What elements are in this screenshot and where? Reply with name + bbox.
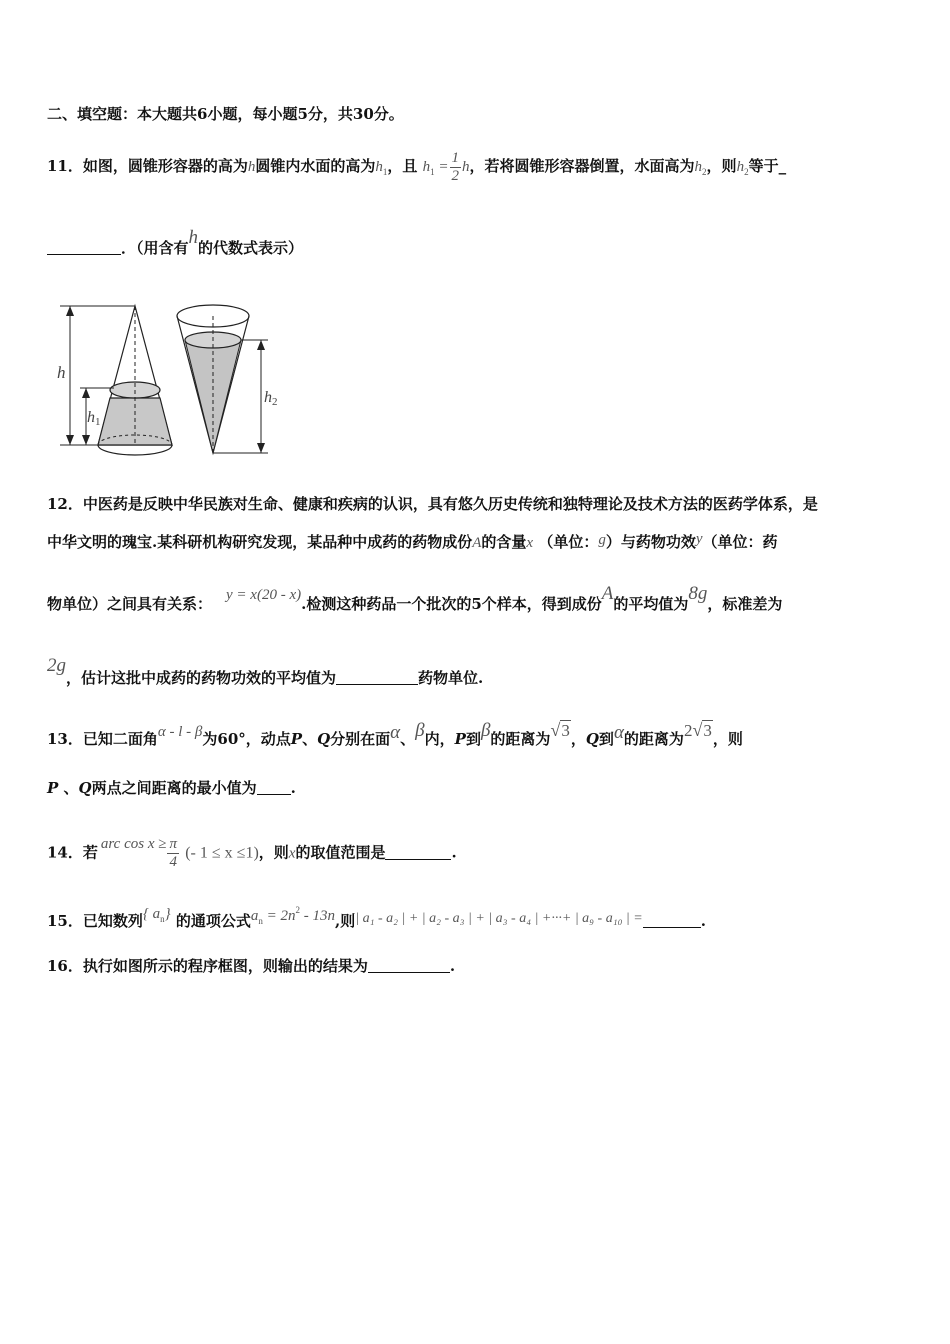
section-title-text: 二、填空题：本大题共6小题，每小题5分，共30分。	[47, 105, 404, 123]
q13-text: 为60°，动点	[202, 730, 291, 748]
question-12-line-4	[47, 655, 484, 688]
q11-text: 圆锥内水面的高为	[255, 156, 376, 175]
sqrt-radicand: 3	[561, 721, 570, 740]
q15-number: 15．	[47, 912, 83, 930]
q15-text: 的通项公式	[175, 912, 251, 930]
q13-text: 内，	[424, 730, 455, 748]
q11-text: ．（用含有	[121, 239, 189, 257]
seq-close: }	[164, 906, 171, 922]
q15-text: ,则	[335, 912, 356, 930]
math-equals: =	[438, 158, 449, 175]
question-11-line-2	[47, 227, 304, 258]
q14-number: 14．	[47, 843, 83, 862]
q11-number: 11．	[47, 156, 83, 175]
q13-number: 13．	[47, 730, 83, 748]
q12-text: 的平均值为	[613, 595, 689, 613]
math-x: x	[526, 535, 534, 551]
answer-blank[interactable]	[47, 240, 121, 255]
answer-blank[interactable]	[385, 845, 451, 860]
math-alpha: α	[390, 722, 401, 743]
question-15-line	[47, 906, 706, 937]
math-h1: h	[422, 158, 431, 175]
q11-text: 的代数式表示）	[198, 239, 304, 257]
q16-text: 执行如图所示的程序框图，则输出的结果为	[82, 957, 368, 975]
math-P: P	[47, 779, 59, 797]
math-range: (- 1 ≤ x ≤1)	[185, 844, 259, 862]
q16-number: 16．	[47, 957, 83, 975]
question-13-line-2	[47, 778, 296, 798]
label-h1-sub: 1	[95, 416, 101, 428]
math-general-term	[250, 905, 336, 926]
math-beta: β	[480, 720, 491, 741]
q14-text: 的取值范围是	[295, 843, 386, 862]
q13-text: ，则	[712, 730, 743, 748]
math-2sqrt3: 2√3	[683, 720, 712, 740]
math-h1-equation	[422, 150, 470, 184]
arrow-down-icon	[66, 435, 74, 445]
question-12-line-3	[47, 583, 783, 615]
math-h1: h	[375, 158, 383, 175]
math-P: P	[290, 730, 303, 748]
q16-text: .	[449, 957, 456, 975]
math-P: P	[454, 730, 466, 748]
math-arccos: arc cos x ≥	[100, 835, 167, 852]
math-h: h	[247, 158, 256, 175]
label-h1-letter: h	[87, 409, 95, 426]
q13-text: 到	[465, 730, 481, 748]
q13-text: 已知二面角	[82, 730, 158, 748]
q12-text: 物单位）之间具有关系：	[47, 595, 213, 613]
term-13n: - 13n	[300, 908, 336, 924]
math-beta: β	[415, 720, 425, 741]
q12-text: （单位：药	[702, 533, 778, 551]
q13-text: 、	[63, 779, 79, 797]
math-subscript: n	[258, 916, 263, 926]
math-Q: Q	[585, 730, 599, 748]
answer-blank[interactable]	[368, 958, 450, 973]
math-superscript: 2	[295, 905, 301, 915]
fraction-denominator: 4	[169, 854, 177, 870]
math-subscript: 1	[382, 166, 388, 177]
q11-text: 等于_	[748, 156, 787, 175]
math-formula: y = x(20 - x)	[226, 587, 302, 603]
q11-text: ，且	[387, 156, 418, 175]
question-11-line-1	[47, 150, 786, 185]
label-h: h	[57, 363, 66, 382]
coefficient: 2	[683, 721, 693, 740]
math-h2: h	[694, 158, 703, 175]
label-h2-sub: 2	[272, 396, 278, 408]
q13-text: 、	[302, 730, 318, 748]
cone-figure	[50, 298, 300, 463]
arrow-down-icon	[257, 443, 265, 453]
sqrt-radicand: 3	[703, 721, 712, 740]
seq-open: { a	[142, 906, 161, 922]
math-Q: Q	[78, 779, 92, 797]
math-g: g	[598, 532, 606, 548]
q12-text: 中医药是反映中华民族对生命、健康和疾病的认识，具有悠久历史传统和独特理论及技术方法的医药学体系，是	[82, 495, 818, 513]
arrow-up-icon	[257, 340, 265, 350]
label-h2-letter: h	[264, 389, 272, 406]
q15-text: .	[700, 912, 706, 930]
question-12-line-2	[47, 532, 778, 553]
q13-text: .	[290, 779, 296, 797]
q12-text: ，标准差为	[707, 595, 783, 613]
fraction-numerator: π	[169, 836, 177, 852]
fraction-numerator: 1	[451, 150, 460, 166]
answer-blank[interactable]	[257, 780, 291, 795]
math-A: A	[472, 535, 482, 551]
q12-text: 的含量	[481, 533, 527, 551]
left-base-front	[98, 445, 172, 455]
q13-text: 分别在面	[330, 730, 391, 748]
q12-number: 12．	[47, 495, 83, 513]
math-A: A	[601, 583, 614, 604]
math-subscript: 1	[430, 166, 435, 177]
q14-text: ，则	[258, 843, 289, 862]
label-h1	[87, 409, 101, 428]
q14-text: .	[451, 843, 457, 862]
q12-text: （单位：	[538, 533, 599, 551]
q12-text: 中华文明的瑰宝.某科研机构研究发现，某品种中成药的药物成份	[47, 533, 473, 551]
q12-text: .检测这种药品一个批次的5个样本，得到成份	[301, 595, 602, 613]
q15-text: 已知数列	[82, 912, 143, 930]
math-sqrt3: √3	[550, 720, 570, 740]
math-h: h	[188, 227, 199, 248]
q13-text: 的距离为	[623, 730, 684, 748]
math-abs-sum: | a₁ - a₂ | + | a₂ - a₃ | + | a₃ - a₄ | +···+ | a₉ - a₁₀ | =	[355, 911, 643, 926]
math-alpha: α	[613, 722, 624, 743]
q11-text: ，若将圆锥形容器倒置，水面高为	[469, 156, 695, 175]
math-subscript: 2	[702, 166, 707, 177]
math-subscript: 2	[744, 166, 749, 177]
q12-text: 药物单位.	[418, 669, 484, 687]
q13-text: ，	[570, 730, 586, 748]
math-sequence	[143, 906, 171, 922]
arrow-up-icon	[82, 388, 90, 398]
label-h2	[264, 389, 278, 408]
math-fraction	[450, 150, 462, 185]
arrow-down-icon	[82, 435, 90, 445]
math-subscript: n	[160, 914, 165, 924]
math-dihedral-angle: α - l - β	[157, 724, 203, 740]
math-h2: h	[736, 158, 745, 175]
question-12-line-1	[47, 494, 818, 514]
q12-text: ）与药物功效	[605, 533, 696, 551]
math-y: y	[695, 531, 703, 547]
math-fraction	[167, 836, 179, 871]
question-16-line	[47, 956, 455, 976]
section-title	[47, 104, 404, 124]
q13-text: 、	[400, 730, 416, 748]
q12-text: ，估计这批中成药的药物功效的平均值为	[66, 669, 337, 687]
term-a: a	[250, 908, 259, 924]
q13-text: 到	[598, 730, 614, 748]
term-2n: = 2n	[266, 908, 296, 924]
math-Q: Q	[317, 730, 331, 748]
question-14-line	[47, 836, 457, 871]
math-mean: 8g	[688, 583, 708, 604]
math-x: x	[288, 845, 296, 862]
fraction-denominator: 2	[451, 168, 460, 184]
question-13-line-1	[47, 720, 743, 750]
q11-text: ，则	[706, 156, 737, 175]
q11-text: 如图，圆锥形容器的高为	[82, 156, 248, 175]
answer-blank[interactable]	[336, 670, 418, 685]
answer-blank[interactable]	[643, 913, 701, 928]
q14-text: 若	[82, 843, 98, 862]
arrow-up-icon	[66, 306, 74, 316]
math-h: h	[462, 158, 470, 175]
math-sd: 2g	[47, 655, 66, 676]
q13-text: 的距离为	[490, 730, 551, 748]
q13-text: 两点之间距离的最小值为	[91, 779, 257, 797]
